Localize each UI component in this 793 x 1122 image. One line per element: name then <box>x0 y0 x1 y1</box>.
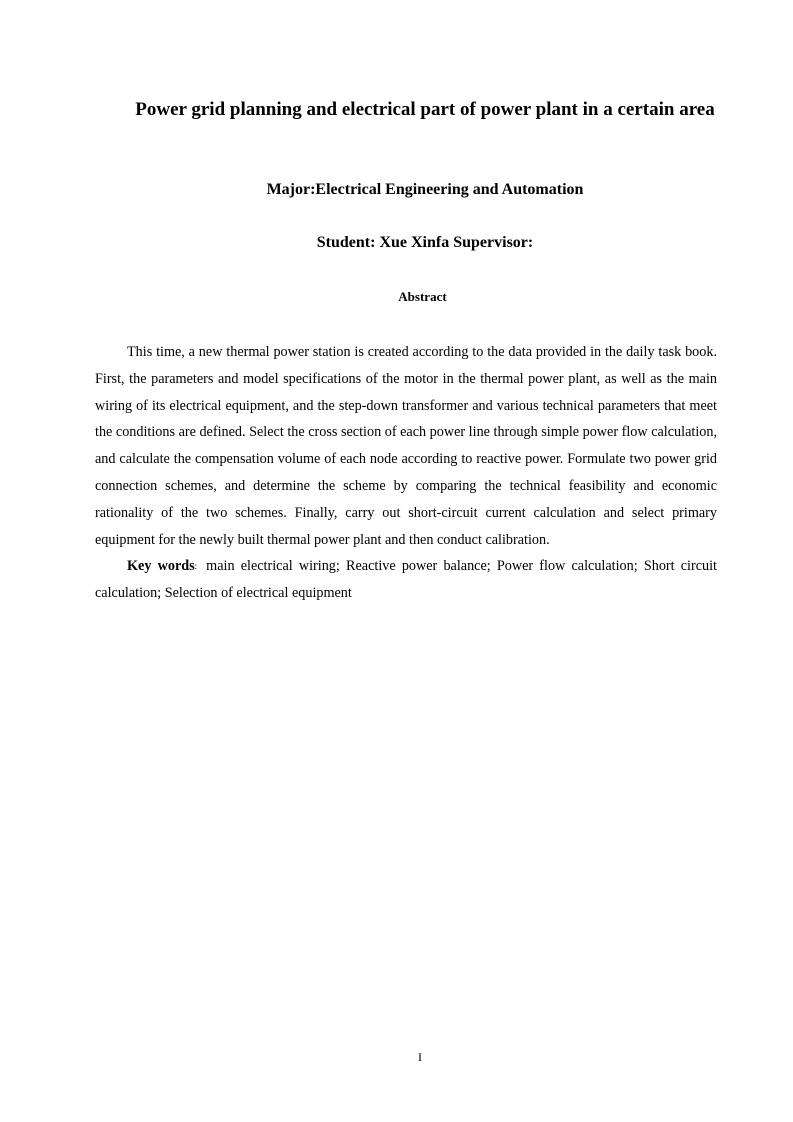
abstract-heading: Abstract <box>398 289 447 304</box>
abstract-paragraph: This time, a new thermal power station is created according to the data provided in the daily task book. First, the parameters and model specifications of the motor in the thermal power plant, as well as the main wiring of its electrical equipment, and the step-down transformer and various technical parameters that meet the conditions are defined. Select the cross section of each power line through simple power flow calculation, and calculate the compensation volume of each node according to reactive power. Formulate two power grid connection schemes, and determine the scheme by comparing the technical feasibility and economic rationality of the two schemes. Finally, carry out short-circuit current calculation and select primary equipment for the newly built thermal power plant and then conduct calibration. <box>95 344 717 548</box>
abstract-body <box>95 339 717 607</box>
keywords-label: Key words <box>127 558 195 575</box>
major-line: Major:Electrical Engineering and Automation <box>266 181 584 198</box>
student-supervisor-line: Student: Xue Xinfa Supervisor: <box>316 234 534 251</box>
page-number: I <box>418 1050 422 1064</box>
document-title: Power grid planning and electrical part of power plant in a certain area <box>135 99 715 120</box>
keywords-text: main electrical wiring; Reactive power balance; Power flow calculation; Short circuit calculation; Selection of electrical equipment <box>95 558 717 602</box>
keywords-separator: : <box>194 561 198 572</box>
keywords-paragraph <box>95 553 717 607</box>
